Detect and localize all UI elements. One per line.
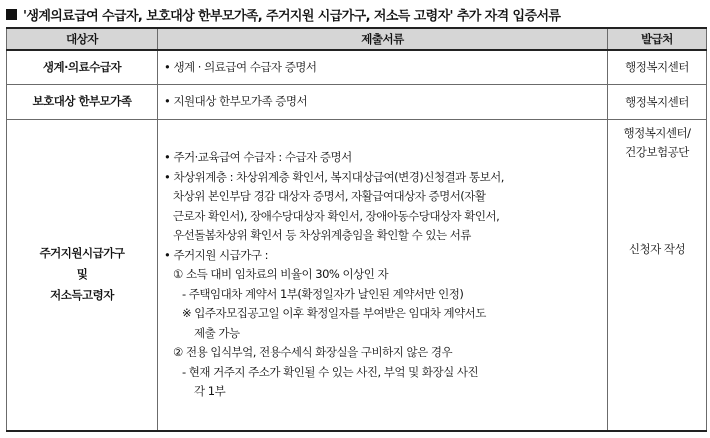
document-line: • 지원대상 한부모가족 증명서 (164, 93, 308, 108)
square-bullet-icon (6, 9, 17, 20)
title-text: '생계의료급여 수급자, 보호대상 한부모가족, 주거지원 시급가구, 저소득 고령자' 추가 자격 입증서류 (23, 8, 561, 24)
document-line: • 차상위계층 : 차상위계층 확인서, 복지대상급여(변경)신청결과 통보서, (164, 169, 504, 184)
issuer-line: 건강보험공단 (625, 144, 689, 159)
document-line: 차상위 본인부담 경감 대상자 증명서, 자활급여대상자 증명서(자활 (173, 189, 486, 203)
target-line: 저소득고령자 (50, 288, 114, 303)
header-issuer: 발급처 (608, 28, 707, 50)
document-line: • 생계 · 의료급여 수급자 증명서 (164, 59, 317, 74)
table-row (7, 84, 707, 119)
documents-cell (158, 119, 608, 431)
table-row (7, 119, 707, 431)
target-line: 주거지원시급가구 (39, 246, 125, 261)
document-line: ※ 입주자모집공고일 이후 확정일자를 부여받은 임대차 계약서도 (182, 306, 486, 320)
table-header-row (7, 28, 707, 50)
table-row (7, 50, 707, 84)
header-target: 대상자 (7, 28, 158, 50)
documents-cell (158, 50, 608, 84)
document-line: • 주거지원 시급가구 : (164, 247, 268, 262)
issuer-cell (608, 119, 707, 431)
issuer-line: 행정복지센터/ (623, 125, 691, 140)
document-line: 근로자 확인서), 장애수당대상자 확인서, 장애아동수당대상자 확인서, (173, 208, 500, 223)
document-line: - 현재 거주지 주소가 확인될 수 있는 사진, 부엌 및 화장실 사진 (182, 364, 479, 379)
document-line: 우선돌봄차상위 확인서 등 차상위계층임을 확인할 수 있는 서류 (173, 228, 471, 242)
target-cell (7, 119, 158, 431)
document-title (6, 4, 560, 24)
target-line: 및 (76, 267, 88, 282)
issuer-cell: 행정복지센터 (608, 50, 707, 84)
document-line: - 주택임대차 계약서 1부(확정일자가 날인된 계약서만 인정) (182, 286, 464, 301)
target-cell: 생계·의료수급자 (7, 50, 158, 84)
documents-table (6, 27, 707, 432)
documents-cell (158, 84, 608, 119)
header-documents: 제출서류 (158, 28, 608, 50)
document-line: 각 1부 (194, 384, 226, 398)
issuer-cell: 행정복지센터 (608, 84, 707, 119)
document-line: ① 소득 대비 임차료의 비율이 30% 이상인 자 (173, 267, 389, 281)
target-cell: 보호대상 한부모가족 (7, 84, 158, 119)
issuer-line: 신청자 작성 (628, 241, 686, 256)
document-line: 제출 가능 (194, 325, 240, 340)
document-line: ② 전용 입식부엌, 전용수세식 화장실을 구비하지 않은 경우 (173, 345, 453, 359)
document-line: • 주거·교육급여 수급자 : 수급자 증명서 (164, 150, 352, 164)
